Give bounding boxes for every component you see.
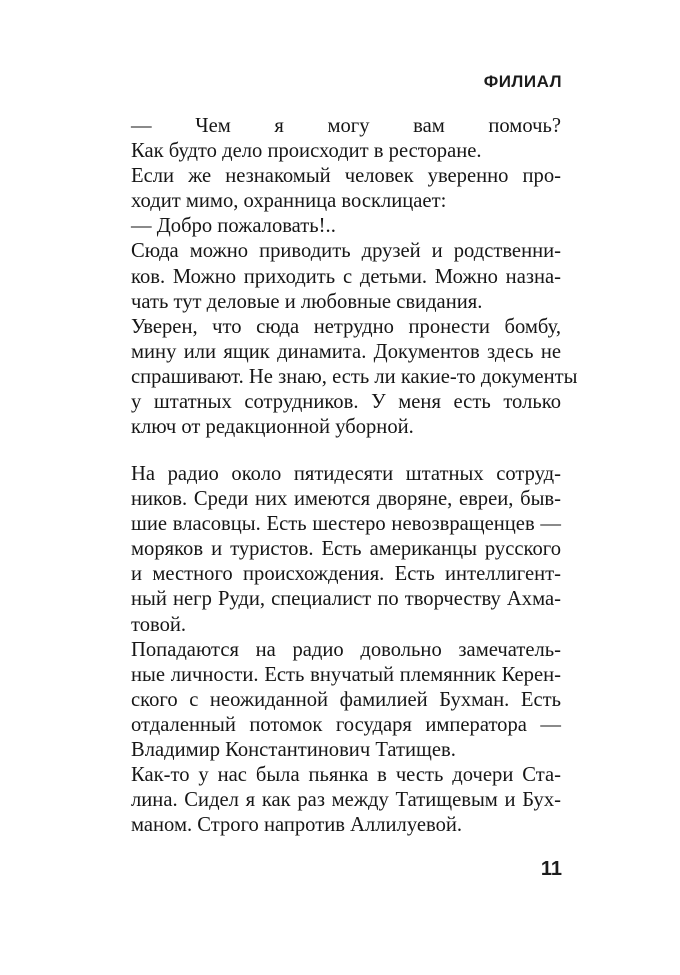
running-header: ФИЛИАЛ (483, 72, 562, 91)
text-block-2 (131, 462, 561, 838)
text-line: ный негр Руди, специалист по творчеству Ахма- (131, 588, 561, 611)
text-line: моряков и туристов. Есть американцы русского (131, 538, 561, 561)
text-line: — Добро пожаловать!.. (131, 215, 336, 238)
text-line: ников. Среди них имеются дворяне, евреи, быв- (131, 488, 561, 511)
text-line: ходит мимо, охранница восклицает: (131, 190, 447, 213)
text-line: спрашивают. Не знаю, есть ли какие-то документы (131, 365, 578, 388)
text-line: мину или ящик динамита. Документов здесь не (131, 340, 561, 363)
text-line: — Чем я могу вам помочь? (131, 115, 561, 137)
text-line: и местного происхождения. Есть интеллигент- (131, 563, 561, 586)
text-line: Уверен, что сюда нетрудно пронести бомбу, (131, 315, 561, 338)
text-line: На радио около пятидесяти штатных сотруд- (131, 463, 561, 485)
text-line: ского с неожиданной фамилией Бухман. Есть (131, 688, 561, 711)
text-line: ков. Можно приходить с детьми. Можно назна- (131, 265, 561, 288)
text-line: чать тут деловые и любовные свидания. (131, 290, 483, 313)
text-line: маном. Строго напротив Аллилуевой. (131, 814, 463, 837)
text-block-1 (131, 114, 578, 440)
page-number: 11 (540, 858, 562, 880)
text-line: Как-то у нас была пьянка в честь дочери Ста- (131, 764, 561, 787)
text-line: у штатных сотрудников. У меня есть только (131, 391, 561, 414)
text-line: шие власовцы. Есть шестеро невозвращенцев — (131, 513, 561, 536)
text-line: ные личности. Есть внучатый племянник Керен- (131, 663, 561, 686)
text-line: отдаленный потомок государя императора — (131, 713, 561, 736)
text-line: Если же незнакомый человек уверенно про- (131, 165, 561, 188)
text-line: Владимир Константинович Татищев. (131, 739, 456, 762)
text-line: Сюда можно приводить друзей и родственни- (131, 240, 561, 263)
text-line: лина. Сидел я как раз между Татищевым и Бух- (131, 789, 561, 812)
text-line: товой. (131, 613, 187, 636)
text-line: Попадаются на радио довольно замечатель- (131, 638, 561, 661)
text-line: ключ от редакционной уборной. (131, 416, 414, 439)
text-line: Как будто дело происходит в ресторане. (131, 140, 482, 163)
